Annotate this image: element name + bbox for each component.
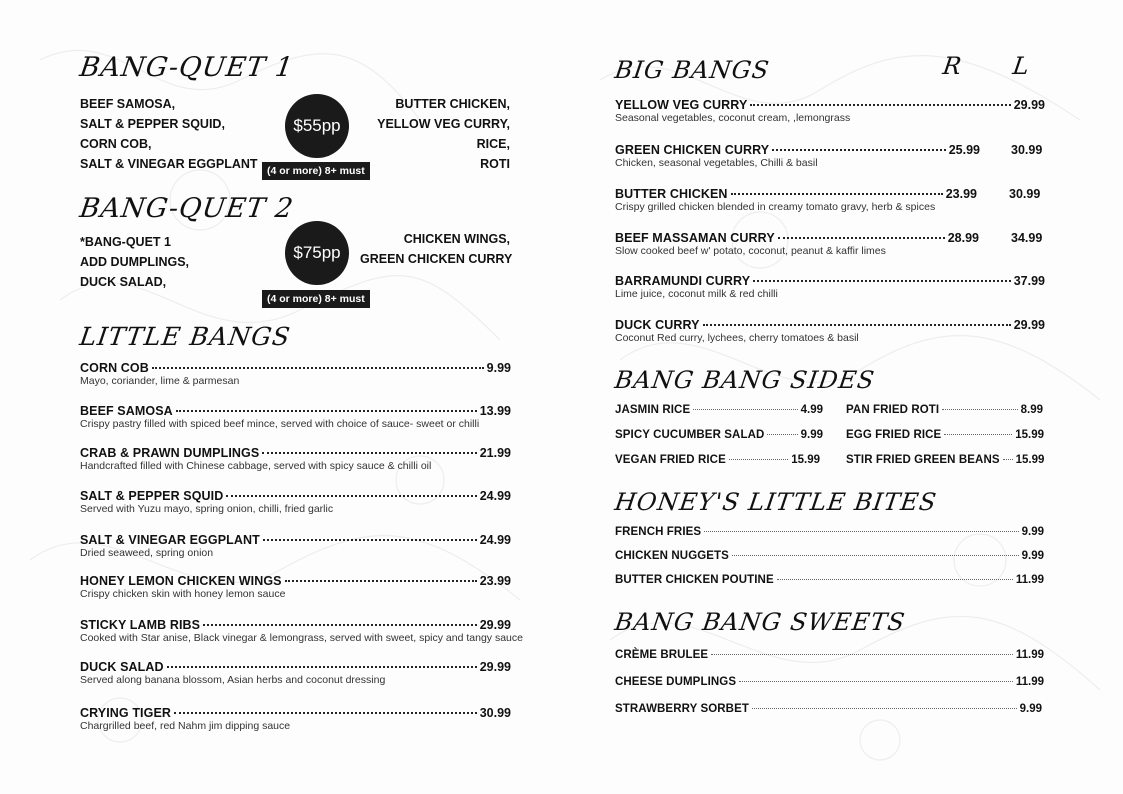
menu-item [80,446,511,472]
item-price: 9.99 [1021,550,1044,562]
item-name: GREEN CHICKEN CURRY [615,143,770,157]
bite-item [615,526,1044,538]
menu-item [615,231,1045,257]
right-menu-page [562,0,1123,794]
sweets-title: BANG BANG SWEETS [613,608,908,636]
leader-dots [944,434,1012,435]
item-description: Chargrilled beef, red Nahm jim dipping sauce [80,720,291,732]
menu-item [615,187,1045,213]
banquet-2-item: DUCK SALAD, [80,275,167,289]
item-name: YELLOW VEG CURRY [615,98,748,112]
side-item [615,429,823,441]
banquet-1-right-list [370,94,510,174]
item-name: CRYING TIGER [80,706,172,720]
big-bangs-title: BIG BANGS [613,56,772,84]
side-item [846,404,1043,416]
item-name: CORN COB [80,361,149,375]
leader-dots [753,280,1011,282]
little-bangs-title: LITTLE BANGS [77,322,293,351]
regular-size-header: R [941,52,964,80]
leader-dots [167,666,477,668]
leader-dots [772,149,945,151]
banquet-1-item: ROTI [480,157,510,171]
item-name: DUCK SALAD [80,660,164,674]
banquet-1-item: BUTTER CHICKEN, [395,97,510,111]
item-description: Lime juice, coconut milk & red chilli [615,288,778,300]
banquet-1-title: BANG-QUET 1 [77,52,296,83]
leader-dots [262,452,476,454]
item-price: 11.99 [1015,676,1044,688]
leader-dots [203,624,477,626]
item-name: HONEY LEMON CHICKEN WINGS [80,574,282,588]
item-description: Cooked with Star anise, Black vinegar & lemongrass, served with sweet, spicy and tangy sauce [80,632,523,644]
item-price: 9.99 [1019,703,1042,715]
item-price: 29.99 [479,660,511,674]
leader-dots [729,459,788,460]
menu-item [80,706,511,732]
menu-item [615,318,1045,344]
item-price: 13.99 [479,404,511,418]
leader-dots [152,367,484,369]
left-menu-page [0,0,561,794]
leader-dots [778,237,945,239]
item-name: BUTTER CHICKEN POUTINE [615,574,774,586]
item-name: VEGAN FRIED RICE [615,454,726,466]
item-price: 24.99 [479,533,511,547]
side-item [846,429,1044,441]
item-name: JASMIN RICE [615,404,691,416]
menu-item [80,618,523,644]
sweet-item [615,649,1044,661]
menu-item [80,533,511,559]
side-item [615,404,823,416]
item-price-regular: 29.99 [1013,98,1045,112]
item-description: Handcrafted filled with Chinese cabbage, served with spicy sauce & chilli oil [80,460,432,472]
item-description: Served along banana blossom, Asian herbs and coconut dressing [80,674,386,686]
item-description: Crispy grilled chicken blended in creamy tomato gravy, herb & spices [615,201,936,213]
sweet-item [615,703,1042,715]
banquet-2-item: *BANG-QUET 1 [80,235,171,249]
sides-title: BANG BANG SIDES [613,366,877,394]
side-item [846,454,1044,466]
banquet-1-item: SALT & VINEGAR EGGPLANT [80,157,258,171]
leader-dots [1003,459,1013,460]
banquet-2-price-badge: $75pp [285,221,349,285]
item-price-regular: 29.99 [1013,318,1045,332]
leader-dots [176,410,477,412]
banquet-2-left-list [80,232,189,292]
leader-dots [263,539,477,541]
leader-dots [731,193,943,195]
item-price-large: 30.99 [1011,143,1043,157]
item-price: 4.99 [800,404,823,416]
menu-item [80,660,511,686]
item-price: 9.99 [486,361,511,375]
banquet-2-item: CHICKEN WINGS, [403,232,510,246]
item-name: SPICY CUCUMBER SALAD [615,429,765,441]
little-bites-title: HONEY'S LITTLE BITES [613,488,939,516]
item-name: BUTTER CHICKEN [615,187,728,201]
item-name: BEEF MASSAMAN CURRY [615,231,775,245]
banquet-2-note: (4 or more) 8+ must [262,290,370,308]
banquet-2-item: ADD DUMPLINGS, [80,255,190,269]
banquet-1-note: (4 or more) 8+ must [262,162,370,180]
item-name: PAN FRIED ROTI [846,404,940,416]
item-name: STRAWBERRY SORBET [615,703,749,715]
leader-dots [226,495,476,497]
menu-item [80,404,511,430]
banquet-2-title: BANG-QUET 2 [77,193,296,224]
item-name: FRENCH FRIES [615,526,702,538]
item-name: CRAB & PRAWN DUMPLINGS [80,446,260,460]
item-name: CHEESE DUMPLINGS [615,676,737,688]
item-price: 23.99 [479,574,511,588]
item-name: CHICKEN NUGGETS [615,550,729,562]
bite-item [615,574,1044,586]
banquet-1-item: RICE, [476,137,510,151]
item-name: DUCK CURRY [615,318,700,332]
sweet-item [615,676,1044,688]
menu-item [615,98,1045,124]
menu-item [80,574,511,600]
item-name: CRÈME BRULEE [615,649,709,661]
item-price: 15.99 [1015,429,1044,441]
item-description: Crispy pastry filled with spiced beef mince, served with choice of sauce- sweet or chilli [80,418,480,430]
item-price-large: 30.99 [1009,187,1041,201]
banquet-2-item: GREEN CHICKEN CURRY [360,252,513,266]
leader-dots [942,409,1017,410]
item-price: 11.99 [1015,574,1044,586]
item-name: STIR FRIED GREEN BEANS [846,454,1000,466]
item-price: 11.99 [1015,649,1044,661]
item-price: 30.99 [479,706,511,720]
leader-dots [693,409,797,410]
leader-dots [285,580,477,582]
item-name: SALT & PEPPER SQUID [80,489,224,503]
item-name: BEEF SAMOSA [80,404,173,418]
banquet-1-item: BEEF SAMOSA, [80,97,176,111]
item-description: Seasonal vegetables, coconut cream, ,lemongrass [615,112,851,124]
item-description: Slow cooked beef w' potato, coconut, peanut & kaffir limes [615,245,886,257]
leader-dots [711,654,1013,655]
banquet-1-price-badge: $55pp [285,94,349,158]
leader-dots [732,555,1019,556]
leader-dots [174,712,477,714]
item-price: 9.99 [800,429,823,441]
item-description: Chicken, seasonal vegetables, Chilli & basil [615,157,818,169]
item-description: Coconut Red curry, lychees, cherry tomatoes & basil [615,332,859,344]
item-description: Mayo, coriander, lime & parmesan [80,375,240,387]
item-price-regular: 37.99 [1013,274,1045,288]
leader-dots [752,708,1017,709]
item-price: 24.99 [479,489,511,503]
banquet-1-item: YELLOW VEG CURRY, [377,117,510,131]
leader-dots [704,531,1018,532]
leader-dots [739,681,1013,682]
leader-dots [703,324,1011,326]
menu-item [615,274,1045,300]
item-name: BARRAMUNDI CURRY [615,274,751,288]
banquet-1-item: CORN COB, [80,137,152,151]
menu-item [80,361,511,387]
banquet-1-left-list [80,94,258,174]
bite-item [615,550,1044,562]
item-description: Crispy chicken skin with honey lemon sauce [80,588,286,600]
banquet-1-item: SALT & PEPPER SQUID, [80,117,225,131]
item-price: 15.99 [791,454,820,466]
side-item [615,454,820,466]
item-description: Dried seaweed, spring onion [80,547,214,559]
item-price: 21.99 [479,446,511,460]
item-price-large: 34.99 [1011,231,1043,245]
banquet-2-right-list [360,229,513,269]
item-price: 15.99 [1015,454,1045,466]
menu-item [615,143,1045,169]
item-description: Served with Yuzu mayo, spring onion, chilli, fried garlic [80,503,334,515]
item-name: SALT & VINEGAR EGGPLANT [80,533,260,547]
menu-item [80,489,511,515]
item-price: 8.99 [1020,404,1043,416]
item-name: STICKY LAMB RIBS [80,618,201,632]
leader-dots [750,104,1010,106]
item-price: 29.99 [479,618,511,632]
item-price-regular: 25.99 [948,143,980,157]
item-price: 9.99 [1021,526,1044,538]
leader-dots [777,579,1013,580]
large-size-header: L [1011,52,1031,80]
item-name: EGG FRIED RICE [846,429,942,441]
item-price-regular: 28.99 [947,231,979,245]
item-price-regular: 23.99 [945,187,977,201]
leader-dots [767,434,797,435]
